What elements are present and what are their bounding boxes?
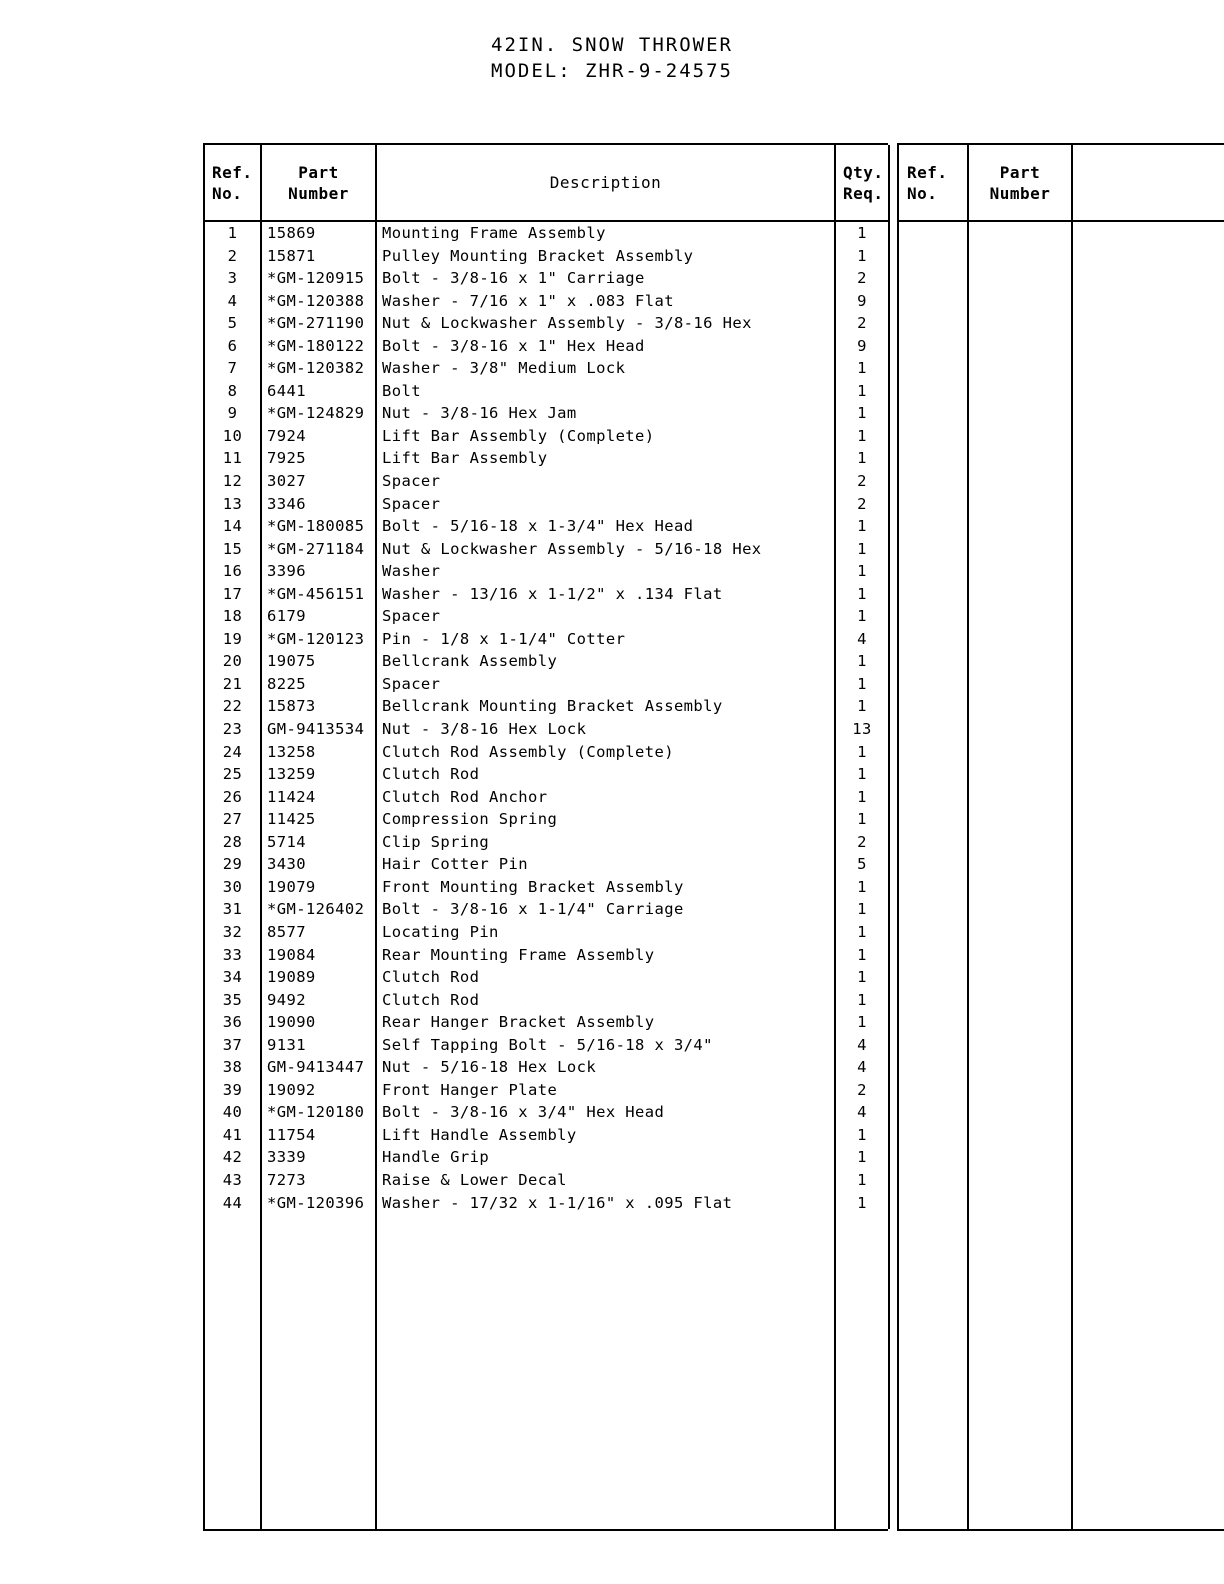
cell-ref-no: 23 xyxy=(222,720,243,739)
cell-part-number: 15869 xyxy=(267,224,316,242)
cell-ref-no: 14 xyxy=(222,517,243,536)
cell-part-number: 8577 xyxy=(267,922,306,941)
cell-ref-no: 3 xyxy=(227,269,238,288)
cell-part-number: 7925 xyxy=(267,449,306,468)
cell-ref-no: 25 xyxy=(222,765,243,784)
cell-ref-no: 18 xyxy=(222,607,243,626)
cell-description: Handle Grip xyxy=(382,1148,490,1167)
secondary-column-header-ref-no-line1: Ref. xyxy=(907,162,948,182)
cell-part-number: *GM-126402 xyxy=(267,900,365,919)
parts-table-header-row xyxy=(205,145,888,220)
cell-ref-no: 27 xyxy=(222,810,243,829)
cell-description: Bolt - 3/8-16 x 1" Carriage xyxy=(382,269,645,288)
table-row xyxy=(205,1101,888,1124)
cell-ref-no: 1 xyxy=(227,224,238,242)
cell-part-number: 19075 xyxy=(267,652,316,671)
cell-part-number: 19084 xyxy=(267,945,316,964)
cell-description: Bolt - 3/8-16 x 3/4" Hex Head xyxy=(382,1103,665,1122)
table-row xyxy=(205,650,888,673)
table-row xyxy=(205,538,888,561)
table-row xyxy=(205,808,888,831)
cell-ref-no: 15 xyxy=(222,539,243,558)
cell-description: Bolt - 5/16-18 x 1-3/4" Hex Head xyxy=(382,517,694,536)
cell-qty-req: 1 xyxy=(857,697,867,716)
cell-qty-req: 2 xyxy=(857,314,867,333)
table-row xyxy=(205,447,888,470)
secondary-column-header-ref-no xyxy=(899,145,967,220)
table-row xyxy=(205,1146,888,1169)
cell-description: Self Tapping Bolt - 5/16-18 x 3/4" xyxy=(382,1035,713,1054)
secondary-table-header-separator xyxy=(899,220,1224,222)
table-row xyxy=(205,1079,888,1102)
cell-ref-no: 26 xyxy=(222,787,243,806)
cell-qty-req: 1 xyxy=(857,1170,867,1189)
cell-ref-no: 35 xyxy=(222,990,243,1009)
cell-part-number: 15873 xyxy=(267,697,316,716)
cell-part-number: 9131 xyxy=(267,1035,306,1054)
cell-qty-req: 2 xyxy=(857,1080,867,1099)
cell-description: Lift Bar Assembly (Complete) xyxy=(382,426,655,445)
table-row xyxy=(205,222,888,245)
cell-ref-no: 17 xyxy=(222,584,243,603)
table-row xyxy=(205,876,888,899)
cell-qty-req: 1 xyxy=(857,990,867,1009)
cell-qty-req: 1 xyxy=(857,922,867,941)
cell-description: Spacer xyxy=(382,674,441,693)
column-header-part-number-line2: Number xyxy=(288,183,349,203)
table-row xyxy=(205,628,888,651)
cell-qty-req: 1 xyxy=(857,810,867,829)
cell-part-number: 13259 xyxy=(267,765,316,784)
cell-qty-req: 2 xyxy=(857,494,867,513)
column-header-part-number xyxy=(262,145,375,220)
cell-part-number: 19079 xyxy=(267,877,316,896)
table-row xyxy=(205,312,888,335)
cell-part-number: 5714 xyxy=(267,832,306,851)
cell-ref-no: 32 xyxy=(222,922,243,941)
cell-qty-req: 5 xyxy=(857,855,867,874)
cell-ref-no: 28 xyxy=(222,832,243,851)
cell-part-number: 11754 xyxy=(267,1125,316,1144)
cell-part-number: *GM-120382 xyxy=(267,359,365,378)
cell-description: Rear Mounting Frame Assembly xyxy=(382,945,655,964)
cell-part-number: 11424 xyxy=(267,787,316,806)
cell-description: Washer - 7/16 x 1" x .083 Flat xyxy=(382,291,674,310)
cell-description: Lift Bar Assembly xyxy=(382,449,548,468)
table-row xyxy=(205,921,888,944)
table-row xyxy=(205,357,888,380)
table-row xyxy=(205,763,888,786)
cell-part-number: 9492 xyxy=(267,990,306,1009)
cell-qty-req: 13 xyxy=(852,720,872,739)
table-row xyxy=(205,966,888,989)
cell-qty-req: 1 xyxy=(857,562,867,581)
cell-qty-req: 1 xyxy=(857,539,867,558)
cell-qty-req: 1 xyxy=(857,674,867,693)
column-header-ref-no xyxy=(205,145,260,220)
cell-part-number: 11425 xyxy=(267,810,316,829)
cell-part-number: 3346 xyxy=(267,494,306,513)
cell-qty-req: 1 xyxy=(857,765,867,784)
cell-ref-no: 6 xyxy=(227,336,238,355)
cell-description: Bellcrank Mounting Bracket Assembly xyxy=(382,697,723,716)
table-row xyxy=(205,267,888,290)
cell-description: Clutch Rod xyxy=(382,990,480,1009)
table-row xyxy=(205,605,888,628)
cell-qty-req: 1 xyxy=(857,246,867,265)
column-header-qty-req-line2: Req. xyxy=(843,183,884,203)
cell-qty-req: 4 xyxy=(857,1103,867,1122)
cell-ref-no: 24 xyxy=(222,742,243,761)
secondary-parts-table xyxy=(897,143,1224,1531)
cell-ref-no: 12 xyxy=(222,472,243,491)
cell-qty-req: 1 xyxy=(857,224,867,242)
cell-ref-no: 13 xyxy=(222,494,243,513)
cell-qty-req: 1 xyxy=(857,877,867,896)
cell-qty-req: 1 xyxy=(857,517,867,536)
cell-ref-no: 9 xyxy=(227,404,238,423)
table-row xyxy=(205,1011,888,1034)
cell-ref-no: 19 xyxy=(222,629,243,648)
table-row xyxy=(205,1034,888,1057)
secondary-column-header-part-number-line2: Number xyxy=(989,183,1051,203)
table-row xyxy=(205,560,888,583)
cell-qty-req: 1 xyxy=(857,742,867,761)
column-header-part-number-line1: Part xyxy=(298,162,339,182)
cell-qty-req: 1 xyxy=(857,584,867,603)
cell-part-number: *GM-180085 xyxy=(267,517,365,536)
cell-qty-req: 2 xyxy=(857,269,867,288)
cell-part-number: 19090 xyxy=(267,1013,316,1032)
cell-description: Nut & Lockwasher Assembly - 5/16-18 Hex xyxy=(382,539,762,558)
title-line-model-number: MODEL: ZHR-9-24575 xyxy=(491,60,733,82)
cell-part-number: 6441 xyxy=(267,381,306,400)
table-row xyxy=(205,853,888,876)
table-row xyxy=(205,1192,888,1215)
table-row xyxy=(205,380,888,403)
cell-ref-no: 30 xyxy=(222,877,243,896)
cell-qty-req: 1 xyxy=(857,968,867,987)
cell-ref-no: 16 xyxy=(222,562,243,581)
cell-ref-no: 21 xyxy=(222,674,243,693)
cell-part-number: 3027 xyxy=(267,472,306,491)
cell-description: Spacer xyxy=(382,472,441,491)
cell-description: Bellcrank Assembly xyxy=(382,652,558,671)
cell-part-number: 8225 xyxy=(267,674,306,693)
table-row xyxy=(205,673,888,696)
cell-ref-no: 4 xyxy=(227,291,238,310)
table-row xyxy=(205,470,888,493)
cell-description: Clip Spring xyxy=(382,832,490,851)
cell-description: Nut - 3/8-16 Hex Lock xyxy=(382,720,587,739)
cell-qty-req: 1 xyxy=(857,1013,867,1032)
secondary-column-divider-part-blank xyxy=(1071,145,1073,1529)
cell-qty-req: 4 xyxy=(857,1058,867,1077)
cell-part-number: *GM-120123 xyxy=(267,629,365,648)
table-row xyxy=(205,944,888,967)
table-row xyxy=(205,493,888,516)
cell-description: Hair Cotter Pin xyxy=(382,855,528,874)
cell-description: Washer - 17/32 x 1-1/16" x .095 Flat xyxy=(382,1193,733,1212)
cell-ref-no: 42 xyxy=(222,1148,243,1167)
cell-qty-req: 1 xyxy=(857,449,867,468)
cell-description: Bolt xyxy=(382,381,421,400)
cell-part-number: 6179 xyxy=(267,607,306,626)
cell-part-number: *GM-120396 xyxy=(267,1193,365,1212)
table-row xyxy=(205,335,888,358)
cell-description: Front Hanger Plate xyxy=(382,1080,558,1099)
cell-part-number: *GM-120388 xyxy=(267,291,365,310)
cell-ref-no: 38 xyxy=(222,1058,243,1077)
column-divider-qty-right xyxy=(888,145,890,1529)
cell-qty-req: 2 xyxy=(857,832,867,851)
cell-ref-no: 41 xyxy=(222,1125,243,1144)
cell-description: Bolt - 3/8-16 x 1-1/4" Carriage xyxy=(382,900,684,919)
cell-qty-req: 4 xyxy=(857,629,867,648)
cell-part-number: 3396 xyxy=(267,562,306,581)
cell-part-number: *GM-124829 xyxy=(267,404,365,423)
cell-ref-no: 31 xyxy=(222,900,243,919)
table-row xyxy=(205,1124,888,1147)
column-header-qty-req-line1: Qty. xyxy=(843,162,884,182)
cell-description: Washer - 13/16 x 1-1/2" x .134 Flat xyxy=(382,584,723,603)
table-row xyxy=(205,1169,888,1192)
cell-ref-no: 40 xyxy=(222,1103,243,1122)
cell-ref-no: 44 xyxy=(222,1193,243,1212)
table-row xyxy=(205,695,888,718)
cell-qty-req: 1 xyxy=(857,652,867,671)
secondary-column-divider-ref-part xyxy=(967,145,969,1529)
cell-part-number: 3339 xyxy=(267,1148,306,1167)
column-header-description xyxy=(377,145,834,220)
table-row xyxy=(205,583,888,606)
cell-description: Bolt - 3/8-16 x 1" Hex Head xyxy=(382,336,645,355)
table-row xyxy=(205,245,888,268)
column-header-ref-no-line2: No. xyxy=(212,183,243,203)
cell-ref-no: 34 xyxy=(222,968,243,987)
cell-qty-req: 1 xyxy=(857,1125,867,1144)
table-row xyxy=(205,425,888,448)
cell-description: Pin - 1/8 x 1-1/4" Cotter xyxy=(382,629,626,648)
table-row xyxy=(205,989,888,1012)
cell-description: Washer xyxy=(382,562,441,581)
cell-part-number: *GM-271190 xyxy=(267,314,365,333)
cell-ref-no: 43 xyxy=(222,1170,243,1189)
cell-part-number: 7924 xyxy=(267,426,306,445)
cell-ref-no: 37 xyxy=(222,1035,243,1054)
cell-description: Clutch Rod Assembly (Complete) xyxy=(382,742,674,761)
table-row xyxy=(205,402,888,425)
cell-part-number: 15871 xyxy=(267,246,316,265)
cell-part-number: *GM-180122 xyxy=(267,336,365,355)
secondary-column-header-ref-no-line2: No. xyxy=(907,183,938,203)
table-row xyxy=(205,831,888,854)
cell-description: Clutch Rod xyxy=(382,968,480,987)
cell-ref-no: 5 xyxy=(227,314,238,333)
cell-qty-req: 1 xyxy=(857,900,867,919)
cell-part-number: *GM-271184 xyxy=(267,539,365,558)
cell-description: Rear Hanger Bracket Assembly xyxy=(382,1013,655,1032)
cell-qty-req: 1 xyxy=(857,359,867,378)
cell-qty-req: 9 xyxy=(857,336,867,355)
cell-part-number: *GM-120915 xyxy=(267,269,365,288)
cell-qty-req: 9 xyxy=(857,291,867,310)
cell-description: Washer - 3/8" Medium Lock xyxy=(382,359,626,378)
parts-table-body xyxy=(205,222,888,1214)
cell-ref-no: 33 xyxy=(222,945,243,964)
cell-qty-req: 1 xyxy=(857,381,867,400)
table-row xyxy=(205,718,888,741)
cell-description: Nut & Lockwasher Assembly - 3/8-16 Hex xyxy=(382,314,752,333)
cell-part-number: 3430 xyxy=(267,855,306,874)
cell-qty-req: 4 xyxy=(857,1035,867,1054)
parts-table xyxy=(203,143,888,1531)
cell-description: Compression Spring xyxy=(382,810,558,829)
table-row xyxy=(205,898,888,921)
cell-ref-no: 20 xyxy=(222,652,243,671)
cell-description: Front Mounting Bracket Assembly xyxy=(382,877,684,896)
column-header-qty-req xyxy=(836,145,888,220)
cell-ref-no: 11 xyxy=(222,449,243,468)
cell-qty-req: 1 xyxy=(857,787,867,806)
cell-part-number: 19089 xyxy=(267,968,316,987)
cell-description: Nut - 3/8-16 Hex Jam xyxy=(382,404,577,423)
cell-part-number: GM-9413534 xyxy=(267,720,365,739)
cell-qty-req: 1 xyxy=(857,607,867,626)
table-row xyxy=(205,786,888,809)
cell-ref-no: 10 xyxy=(222,426,243,445)
cell-description: Raise & Lower Decal xyxy=(382,1170,567,1189)
cell-ref-no: 36 xyxy=(222,1013,243,1032)
cell-description: Mounting Frame Assembly xyxy=(382,224,606,242)
cell-part-number: 7273 xyxy=(267,1170,306,1189)
table-row xyxy=(205,1056,888,1079)
cell-ref-no: 8 xyxy=(227,381,238,400)
cell-description: Pulley Mounting Bracket Assembly xyxy=(382,246,694,265)
cell-qty-req: 1 xyxy=(857,945,867,964)
cell-description: Spacer xyxy=(382,494,441,513)
cell-description: Clutch Rod Anchor xyxy=(382,787,548,806)
cell-part-number: 13258 xyxy=(267,742,316,761)
cell-qty-req: 2 xyxy=(857,472,867,491)
table-row xyxy=(205,741,888,764)
cell-qty-req: 1 xyxy=(857,404,867,423)
column-header-ref-no-line1: Ref. xyxy=(212,162,253,182)
cell-description: Nut - 5/16-18 Hex Lock xyxy=(382,1058,597,1077)
cell-part-number: *GM-120180 xyxy=(267,1103,365,1122)
cell-description: Clutch Rod xyxy=(382,765,480,784)
table-row xyxy=(205,290,888,313)
cell-description: Lift Handle Assembly xyxy=(382,1125,577,1144)
title-line-model-name: 42IN. SNOW THROWER xyxy=(491,34,733,56)
column-header-description-label: Description xyxy=(549,173,662,192)
cell-description: Spacer xyxy=(382,607,441,626)
cell-ref-no: 7 xyxy=(227,359,238,378)
cell-ref-no: 2 xyxy=(227,246,238,265)
cell-ref-no: 29 xyxy=(222,855,243,874)
cell-part-number: *GM-456151 xyxy=(267,584,365,603)
cell-part-number: 19092 xyxy=(267,1080,316,1099)
cell-description: Locating Pin xyxy=(382,922,499,941)
cell-ref-no: 39 xyxy=(222,1080,243,1099)
cell-ref-no: 22 xyxy=(222,697,243,716)
cell-qty-req: 1 xyxy=(857,1148,867,1167)
cell-qty-req: 1 xyxy=(857,1193,867,1212)
secondary-column-header-part-number-line1: Part xyxy=(999,162,1041,182)
cell-qty-req: 1 xyxy=(857,426,867,445)
secondary-column-header-part-number xyxy=(969,145,1071,220)
table-row xyxy=(205,515,888,538)
cell-part-number: GM-9413447 xyxy=(267,1058,365,1077)
